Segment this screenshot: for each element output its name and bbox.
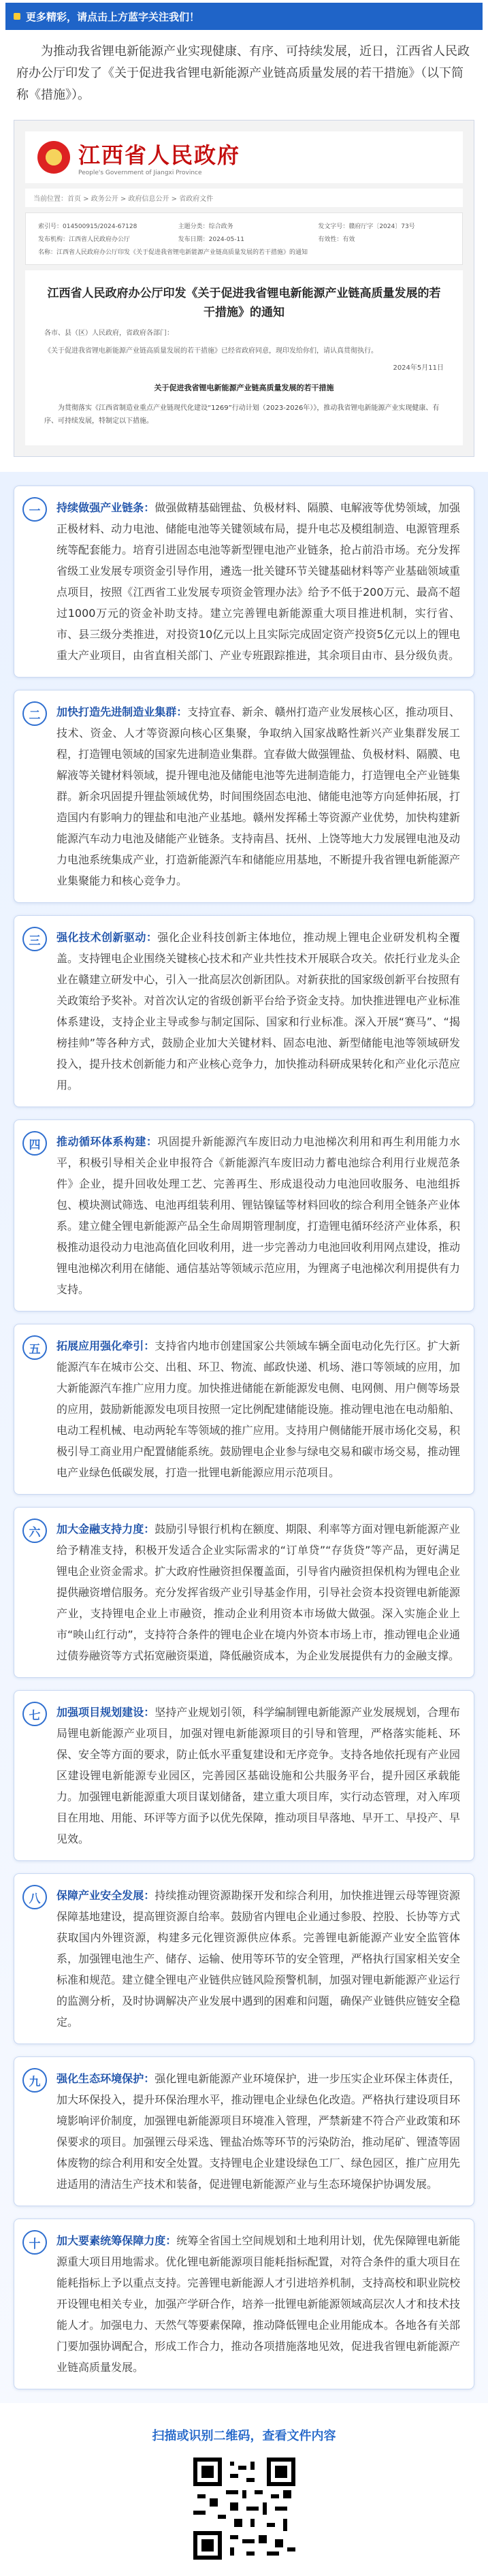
measure-body: 支持宜春、新余、赣州打造产业发展核心区，推动项目、技术、资金、人才等资源向核心区集聚，争取纳入国家战略性新兴产业集群发展工程，打造锂电领域的国家先进制造业集群。宜春做大做强锂盐、负极材料、隔膜、电解液等关键材料领域，提升锂电池及储能电池等先进制造能力，打造锂电全产业链集群。新余巩固提升锂盐领域优势，时间围绕固态电池、储能电池等方向延伸拓展，打造国内有影响力的锂盐和电池产业基地。赣州发挥稀土等资源产业优势，加快构建新能源汽车动力电池及储能产业链条。支持南昌、抚州、上饶等地大力发展锂电池及动力电池系统集成产业，打造新能源汽车和储能应用基地，不断提升我省锂电新能源产业集聚能力和核心竞争力。 <box>56 705 460 887</box>
measure-body: 鼓励引导银行机构在额度、期限、利率等方面对锂电新能源产业给予精准支持，积极开发适合企业实际需求的“订单贷”“存货贷”等产品，更好满足锂电企业资金需求。扩大政府性融资担保覆盖面，引导省内融资担保机构为锂电企业提供融资增信服务。充分发挥省级产业引导基金作用，引导社会资本投资锂电新能源产业，支持锂电企业上市融资，推动企业利用资本市场做大做强。深入实施企业上市“映山红行动”，支持符合条件的锂电企业在境内外资本市场上市，推动锂电企业通过债券融资等方式拓宽融资渠道，降低融资成本，为企业发展提供有力的金融支撑。 <box>56 1523 460 1662</box>
doc-measures-title: 关于促进我省锂电新能源产业链高质量发展的若干措施 <box>154 383 334 392</box>
measure-heading: 持续做强产业链条： <box>56 501 155 514</box>
measure-number: 十 <box>22 2230 47 2255</box>
scan-prompt: 扫描或识别二维码，查看文件内容 <box>152 2429 336 2443</box>
qr-code-icon[interactable] <box>193 2458 295 2560</box>
measures-list <box>0 472 488 2403</box>
measure-heading: 加大要素统筹保障力度： <box>56 2234 177 2247</box>
measure-body: 巩固提升新能源汽车废旧动力电池梯次利用和再生利用能力水平，积极引导相关企业申报符合《新能源汽车废旧动力蓄电池综合利用行业规范条件》企业，提升回收处理工艺、完善再生、形成退役动力电池回收服务、电池组拆包、模块测试筛选、电池再组装利用、锂钴镍锰等材料回收的综合利用全链条产业体系。建立健全锂电新能源产品全生命周期管理制度，打造锂电循环经济产业体系，积极推动退役动力电池高值化回收利用，进一步完善动力电池回收利用网点建设，推动锂电池梯次利用在储能、通信基站等领域示范应用，为锂离子电池梯次利用提供有力支持。 <box>56 1135 460 1296</box>
document-meta <box>25 212 463 265</box>
document-body <box>25 270 463 445</box>
meta-category: 主题分类：综合政务 <box>178 223 233 230</box>
measure-item <box>14 1119 474 1311</box>
doc-addressee: 各市、县（区）人民政府，省政府各部门： <box>44 330 174 337</box>
measure-number: 四 <box>22 1131 47 1156</box>
measure-heading: 加强项目规划建设： <box>56 1706 155 1719</box>
measure-item <box>14 1507 474 1678</box>
document-screenshot <box>14 120 474 457</box>
measure-item <box>14 690 474 903</box>
measure-number: 一 <box>22 497 47 522</box>
meta-name: 名称：江西省人民政府办公厅印发《关于促进我省锂电新能源产业链高质量发展的若干措施》的通知 <box>38 249 308 256</box>
measure-item <box>14 915 474 1107</box>
measure-heading: 加大金融支持力度： <box>56 1523 155 1536</box>
measure-number: 六 <box>22 1518 47 1543</box>
measure-number: 九 <box>22 2068 47 2093</box>
measure-number: 五 <box>22 1335 47 1360</box>
measure-number: 三 <box>22 927 47 951</box>
measure-body: 支持省内地市创建国家公共领域车辆全面电动化先行区。扩大新能源汽车在城市公交、出租、环卫、物流、邮政快递、机场、港口等领域的应用，加大新能源汽车推广应用力度。加快推进储能在新能源发电侧、电网侧、用户侧等场景的应用，鼓励新能源发电项目按照一定比例配建储能设施。推动锂电池在电动船舶、电动工程机械、电动两轮车等领域的推广应用。支持用户侧储能开展市场化交易，积极引导工商业用户配置储能系统。鼓励锂电企业参与绿电交易和碳市场交易，推动锂电产业绿色低碳发展，打造一批锂电新能源应用示范项目。 <box>56 1339 460 1479</box>
measure-body: 做强做精基础锂盐、负极材料、隔膜、电解液等优势领域，加强正极材料、动力电池、储能电池等关键领域布局，提升电芯及模组制造、电源管理系统等配套能力。培育引进固态电池等新型锂电池产业链条，抢占前沿市场。充分发挥省级工业发展专项资金引导作用，遴选一批关键环节关键基础材料等产业基础领域重点项目，按照《江西省工业发展专项资金管理办法》给予不低于200万元、最高不超过1000万元的资金补助支持。建立完善锂电新能源重大项目推进机制，实行省、市、县三级分类推进，对投资10亿元以上且实际完成固定资产投资5亿元以上的锂电重大产业项目，由省直相关部门、产业专班跟踪推进，其余项目由市、县分级负责。 <box>56 501 460 662</box>
measure-item <box>14 486 474 678</box>
doc-date: 2024年5月11日 <box>393 364 444 372</box>
measure-item <box>14 2056 474 2206</box>
national-emblem-icon <box>37 141 70 174</box>
measure-heading: 强化生态环境保护： <box>56 2072 155 2085</box>
measure-body: 持续推动锂资源勘探开发和综合利用，加快推进锂云母等锂资源保障基地建设，提高锂资源自给率。鼓励省内锂电企业通过参股、控股、长协等方式获取国内外锂资源，构建多元化锂资源供应体系。完善锂电新能源产业安全监管体系，加强锂电池生产、储存、运输、使用等环节的安全管理，严格执行国家相关安全标准和规范。建立健全锂电产业链供应链风险预警机制，加强对锂电新能源产业运行的监测分析，及时协调解决产业发展中遇到的困难和问题，确保产业链供应链安全稳定。 <box>56 1889 460 2029</box>
meta-date: 发布日期：2024-05-11 <box>178 236 244 243</box>
site-subtitle: People's Government of Jiangxi Province <box>78 170 202 176</box>
measure-heading: 保障产业安全发展： <box>56 1889 155 1902</box>
measure-heading: 拓展应用强化牵引： <box>56 1339 155 1352</box>
measure-body: 坚持产业规划引领，科学编制锂电新能源产业发展规划，合理布局锂电新能源产业项目，加强对锂电新能源项目的引导和管理，严格落实能耗、环保、安全等方面的要求，防止低水平重复建设和无序竞争。支持各地依托现有产业园区建设锂电新能源专业园区，完善园区基础设施和公共服务平台，提升园区承载能力。加强锂电新能源重大项目谋划储备，建立重大项目库，实行动态管理，对入库项目在用地、用能、环评等方面予以优先保障，推动项目早落地、早开工、早投产、早见效。 <box>56 1706 460 1845</box>
measure-heading: 加快打造先进制造业集群： <box>56 705 188 718</box>
measure-item <box>14 1690 474 1861</box>
measure-body: 强化锂电新能源产业环境保护，进一步压实企业环保主体责任，加大环保投入，提升环保治理水平，推动锂电企业绿色化改造。严格执行建设项目环境影响评价制度，加强锂电新能源项目环境准入管理，严禁新建不符合产业政策和环保要求的项目。加强锂云母采选、锂盐冶炼等环节的污染防治，推动尾矿、锂渣等固体废物的综合利用和安全处置。支持锂电企业建设绿色工厂、绿色园区，推广应用先进适用的清洁生产技术和装备，促进锂电新能源产业与生态环境保护协调发展。 <box>56 2072 460 2191</box>
measure-body: 统筹全省国土空间规划和土地利用计划，优先保障锂电新能源重大项目用地需求。优化锂电新能源项目能耗指标配置，对符合条件的重大项目在能耗指标上予以重点支持。完善锂电新能源人才引进培养机制，支持高校和职业院校开设锂电相关专业，加强产学研合作，培养一批锂电新能源领域高层次人才和技术技能人才。加强电力、天然气等要素保障，推动降低锂电企业用能成本。各地各有关部门要加强协调配合，形成工作合力，推动各项措施落地见效，促进我省锂电新能源产业链高质量发展。 <box>56 2234 460 2374</box>
follow-bar[interactable] <box>5 3 483 30</box>
measure-number: 七 <box>22 1702 47 1726</box>
meta-issuer: 发布机构：江西省人民政府办公厅 <box>38 236 131 243</box>
measure-item <box>14 2219 474 2389</box>
breadcrumb: 当前位置：首页 > 政务公开 > 政府信息公开 > 省政府文件 <box>25 189 463 207</box>
meta-doc-no: 发文字号：赣府厅字〔2024〕73号 <box>318 223 415 230</box>
measure-body: 强化企业科技创新主体地位，推动规上锂电企业研发机构全覆盖。支持锂电企业围绕关键核心技术和产业共性技术开展联合攻关。依托行业龙头企业在赣建立研发中心，引入一批高层次创新团队。对新获批的国家级创新平台按照有关政策给予奖补。对首次认定的省级创新平台给予资金支持。加快推进锂电产业标准体系建设，支持企业主导或参与制定国际、国家和行业标准。深入开展“赛马”、“揭榜挂帅”等各种方式，鼓励企业加大关键材料、固态电池、新型储能电池等领域研发投入，提升技术创新能力和产业核心竞争力，加快推动科研成果转化和产业化示范应用。 <box>56 931 460 1092</box>
measure-heading: 推动循环体系构建： <box>56 1135 158 1148</box>
measure-heading: 强化技术创新驱动： <box>56 931 158 944</box>
doc-preamble: 为贯彻落实《江西省制造业重点产业链现代化建设“1269”行动计划（2023-2026年）》，推动我省锂电新能源产业实现健康、有序、可持续发展，特制定以下措施。 <box>44 404 440 425</box>
meta-index: 索引号：014500915/2024-67128 <box>38 223 137 230</box>
site-header <box>25 131 463 183</box>
measure-item <box>14 1324 474 1495</box>
measure-number: 八 <box>22 1885 47 1909</box>
measure-item <box>14 1873 474 2044</box>
measure-number: 二 <box>22 701 47 726</box>
meta-valid: 有效性：有效 <box>318 236 355 243</box>
doc-title: 江西省人民政府办公厅印发《关于促进我省锂电新能源产业链高质量发展的若干措施》的通知 <box>47 287 441 319</box>
doc-notice: 《关于促进我省锂电新能源产业链高质量发展的若干措施》已经省政府同意，现印发给你们，请认真贯彻执行。 <box>44 347 378 355</box>
follow-icon <box>14 13 20 20</box>
intro-paragraph: 为推动我省锂电新能源产业实现健康、有序、可持续发展，近日，江西省人民政府办公厅印发了《关于促进我省锂电新能源产业链高质量发展的若干措施》（以下简称《措施》）。 <box>16 44 470 102</box>
site-title: 江西省人民政府 <box>78 142 241 168</box>
follow-bar-text: 更多精彩，请点击上方蓝字关注我们！ <box>26 10 200 23</box>
